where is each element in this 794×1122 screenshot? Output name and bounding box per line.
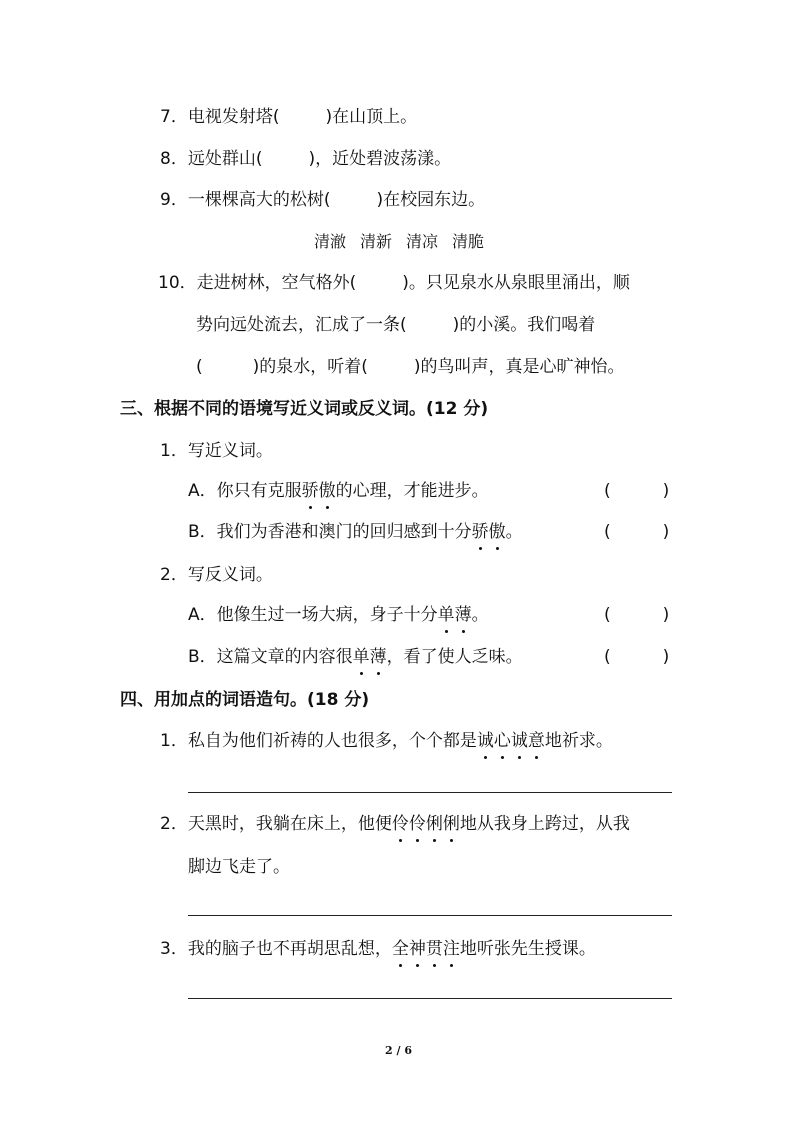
question-text-post: )，近处碧波荡漾。 <box>308 149 452 169</box>
emphasis-char: 薄 <box>454 605 472 625</box>
answer-line-1[interactable] <box>188 792 672 793</box>
section-3-title: 三、根据不同的语境写近义词或反义词。(12 分) <box>120 399 489 419</box>
emphasis-char: 傲 <box>318 481 336 501</box>
emphasis-char: 薄 <box>369 647 387 667</box>
word-bank-item: 清新 <box>360 232 393 251</box>
question-text-post: )在校园东边。 <box>376 190 486 210</box>
emphasis-char: 全 <box>391 939 409 959</box>
emphasis-char: 伶 <box>408 814 426 834</box>
emphasis-char: 注 <box>442 939 460 959</box>
item-text-post: 。 <box>505 522 523 542</box>
emphasis-char: 贯 <box>425 939 443 959</box>
answer-paren-1b[interactable] <box>604 520 669 544</box>
emphasis-char: 骄 <box>301 481 319 501</box>
word-bank-item: 清澈 <box>314 232 347 251</box>
paren-close: ) <box>662 481 670 501</box>
word-bank-item: 清脆 <box>452 232 485 251</box>
item-text-pre: 3．我的脑子也不再胡思乱想， <box>160 939 392 959</box>
question-text-pre: 远处群山( <box>187 149 263 169</box>
question-text-pre: 一棵棵高大的松树( <box>187 190 331 210</box>
answer-paren-1a[interactable] <box>604 479 669 503</box>
section-4-item-1 <box>160 729 613 753</box>
question-10-line-2 <box>196 313 595 337</box>
section-3-item-2a <box>188 603 489 627</box>
item-text-pre: B．这篇文章的内容很 <box>188 647 353 667</box>
word-bank <box>314 230 498 254</box>
paren-close: ) <box>662 522 670 542</box>
item-text-pre: A．你只有克服 <box>188 481 302 501</box>
question-8 <box>160 147 451 171</box>
paren-open: ( <box>604 522 611 542</box>
answer-line-3[interactable] <box>188 998 672 999</box>
paren-open: ( <box>604 481 611 501</box>
question-9 <box>160 188 485 212</box>
emphasis-char: 意 <box>527 731 545 751</box>
question-text-post: )的鸟叫声，真是心旷神怡。 <box>413 357 625 377</box>
paren-open: ( <box>604 647 611 667</box>
page-number: 2 / 6 <box>385 1044 412 1057</box>
answer-paren-2a[interactable] <box>604 603 669 627</box>
section-4-title: 四、用加点的词语造句。(18 分) <box>120 690 370 710</box>
section-3-item-1a <box>188 479 489 503</box>
question-number: 10． <box>158 273 197 293</box>
item-text-pre: B．我们为香港和澳门的回归感到十分 <box>188 522 472 542</box>
emphasis-char: 诚 <box>510 731 528 751</box>
emphasis-char: 单 <box>437 605 455 625</box>
question-text-mid: )的泉水，听着( <box>252 357 368 377</box>
question-number: 8． <box>160 149 188 169</box>
question-text-post: )的小溪。我们喝着 <box>452 315 596 335</box>
emphasis-char: 诚 <box>476 731 494 751</box>
item-text-post: ，看了使人乏味。 <box>386 647 523 667</box>
question-10-line-1 <box>158 271 630 295</box>
section-3-part-2: 2．写反义词。 <box>160 565 273 585</box>
section-4-item-2 <box>160 812 630 836</box>
section-3-part-1: 1．写近义词。 <box>160 441 273 461</box>
item-text-pre: A．他像生过一场大病，身子十分 <box>188 605 438 625</box>
answer-line-2[interactable] <box>188 915 672 916</box>
section-3-item-2b <box>188 645 523 669</box>
question-number: 9． <box>160 190 188 210</box>
emphasis-char: 单 <box>352 647 370 667</box>
emphasis-char: 俐 <box>425 814 443 834</box>
emphasis-char: 傲 <box>488 522 506 542</box>
section-3-item-1b <box>188 520 523 544</box>
question-10-line-3 <box>196 355 625 379</box>
paren-close: ) <box>662 647 670 667</box>
question-7 <box>160 105 417 129</box>
answer-paren-2b[interactable] <box>604 645 669 669</box>
item-text-post: 。 <box>471 605 489 625</box>
word-bank-item: 清凉 <box>406 232 439 251</box>
emphasis-char: 伶 <box>391 814 409 834</box>
question-text-pre: 势向远处流去，汇成了一条( <box>196 315 407 335</box>
question-text-pre: 走进树林，空气格外( <box>196 273 357 293</box>
emphasis-char: 心 <box>493 731 511 751</box>
item-text-post: 的心理，才能进步。 <box>335 481 489 501</box>
paren-close: ) <box>662 605 670 625</box>
section-4-item-2-line-2: 脚边飞走了。 <box>188 857 290 877</box>
emphasis-char: 骄 <box>471 522 489 542</box>
item-text-post: 地祈求。 <box>544 731 613 751</box>
paren-open: ( <box>604 605 611 625</box>
emphasis-char: 俐 <box>442 814 460 834</box>
paren-open: ( <box>196 357 203 377</box>
question-text-post: )在山顶上。 <box>325 107 418 127</box>
section-4-item-3 <box>160 937 596 961</box>
item-text-post: 地从我身上跨过，从我 <box>459 814 630 834</box>
question-number: 7． <box>160 107 188 127</box>
question-text-post: )。只见泉水从泉眼里涌出，顺 <box>402 273 630 293</box>
item-text-post: 地听张先生授课。 <box>459 939 596 959</box>
emphasis-char: 神 <box>408 939 426 959</box>
item-text-pre: 2．天黑时，我躺在床上，他便 <box>160 814 392 834</box>
item-text-pre: 1．私自为他们祈祷的人也很多，个个都是 <box>160 731 477 751</box>
question-text-pre: 电视发射塔( <box>187 107 280 127</box>
